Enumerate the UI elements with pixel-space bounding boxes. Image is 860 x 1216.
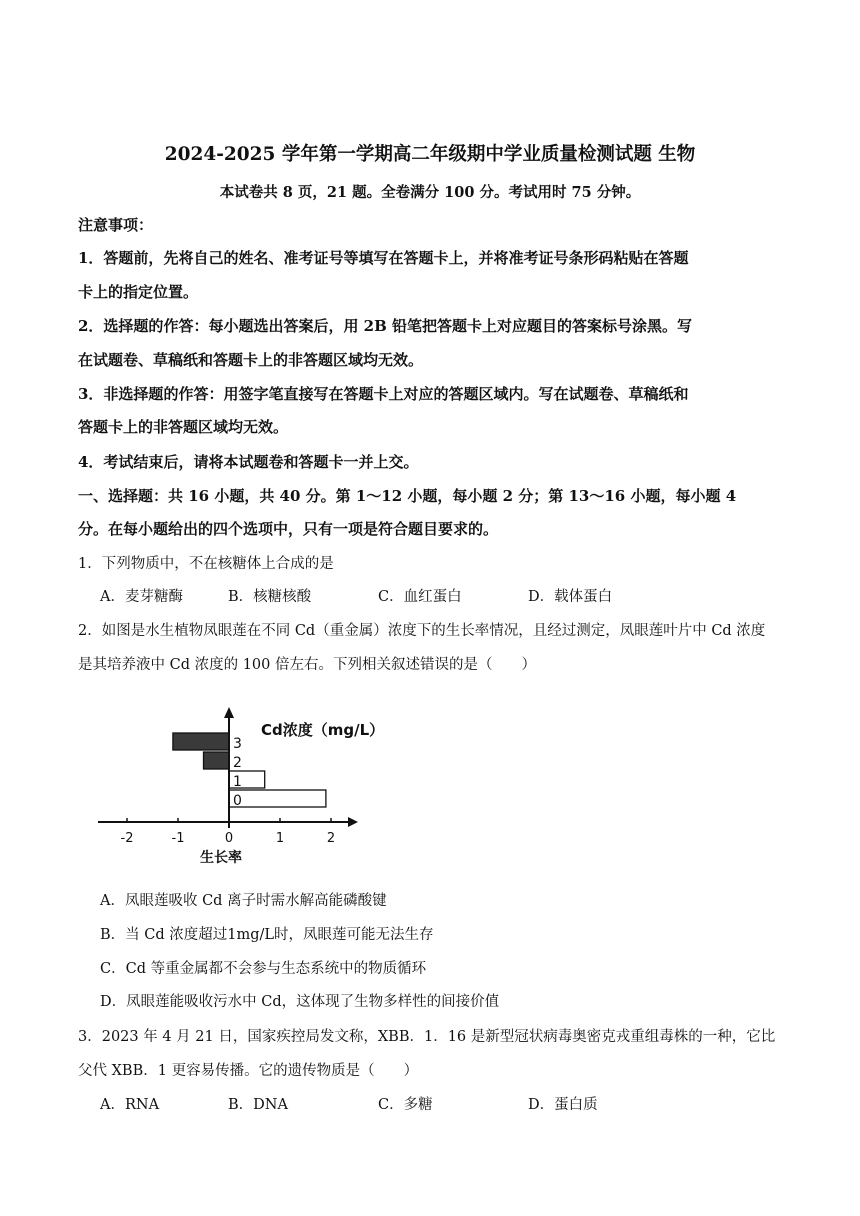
chart-tick-label: 1 bbox=[275, 831, 285, 846]
notice-line: 在试题卷、草稿纸和答题卡上的非答题区域均无效。 bbox=[78, 351, 424, 369]
chart-title: Cd浓度（mg/L） bbox=[261, 721, 385, 739]
q1-option-d: D．载体蛋白 bbox=[528, 589, 613, 605]
q1-stem: 1．下列物质中，不在核糖体上合成的是 bbox=[78, 556, 334, 572]
q2-stem: 2．如图是水生植物凤眼莲在不同 Cd（重金属）浓度下的生长率情况，且经过测定，凤眼莲叶片中 Cd 浓度 bbox=[78, 623, 766, 639]
chart-bar bbox=[229, 790, 326, 807]
q3-stem: 3．2023 年 4 月 21 日，国家疾控局发文称，XBB．1．16 是新型冠状病毒奥密克戎重组毒株的一种，它比 bbox=[78, 1029, 776, 1045]
chart-tick-label: -1 bbox=[171, 831, 185, 846]
section-heading: 一、选择题：共 16 小题，共 40 分。第 1～12 小题，每小题 2 分；第 13～16 小题，每小题 4 bbox=[78, 487, 737, 505]
chart-y-axis-arrow bbox=[224, 707, 234, 718]
q2-stem: 是其培养液中 Cd 浓度的 100 倍左右。下列相关叙述错误的是（ ） bbox=[78, 657, 536, 673]
exam-title: 2024-2025 学年第一学期高二年级期中学业质量检测试题 生物 bbox=[164, 144, 696, 165]
notice-line: 1．答题前，先将自己的姓名、准考证号等填写在答题卡上，并将准考证号条形码粘贴在答题 bbox=[78, 249, 689, 267]
q2-option-b: B．当 Cd 浓度超过1mg/L时，凤眼莲可能无法生存 bbox=[100, 927, 434, 943]
chart-category-label: 0 bbox=[233, 793, 242, 809]
notice-line: 答题卡上的非答题区域均无效。 bbox=[78, 418, 289, 436]
chart-tick-label: 2 bbox=[326, 831, 336, 846]
chart-category-label: 1 bbox=[233, 774, 242, 790]
chart-bar bbox=[173, 733, 229, 750]
chart-tick-label: -2 bbox=[120, 831, 134, 846]
q1-option-c: C．血红蛋白 bbox=[378, 589, 462, 605]
chart-x-label: 生长率 bbox=[200, 850, 242, 866]
notice-line: 3．非选择题的作答：用签字笔直接写在答题卡上对应的答题区域内。写在试题卷、草稿纸和 bbox=[78, 385, 689, 403]
chart-x-axis-arrow bbox=[348, 817, 358, 827]
section-heading: 分。在每小题给出的四个选项中，只有一项是符合题目要求的。 bbox=[78, 520, 499, 538]
notice-line: 2．选择题的作答：每小题选出答案后，用 2B 铅笔把答题卡上对应题目的答案标号涂黑。写 bbox=[78, 317, 693, 335]
chart-bar bbox=[204, 752, 230, 769]
chart-category-label: 3 bbox=[233, 736, 242, 752]
q3-option-a: A．RNA bbox=[100, 1097, 160, 1113]
notice-line: 4．考试结束后，请将本试题卷和答题卡一并上交。 bbox=[78, 453, 419, 471]
q1-option-a: A．麦芽糖酶 bbox=[100, 589, 183, 605]
notice-line: 卡上的指定位置。 bbox=[78, 283, 199, 301]
q3-stem: 父代 XBB．1 更容易传播。它的遗传物质是（ ） bbox=[78, 1063, 419, 1079]
q3-option-c: C．多糖 bbox=[378, 1097, 433, 1113]
q3-option-b: B．DNA bbox=[228, 1097, 288, 1113]
q2-option-a: A．凤眼莲吸收 Cd 离子时需水解高能磷酸键 bbox=[100, 893, 387, 909]
q2-option-c: C．Cd 等重金属都不会参与生态系统中的物质循环 bbox=[100, 961, 427, 977]
q2-option-d: D．凤眼莲能吸收污水中 Cd，这体现了生物多样性的间接价值 bbox=[100, 994, 500, 1010]
exam-subtitle: 本试卷共 8 页，21 题。全卷满分 100 分。考试用时 75 分钟。 bbox=[219, 184, 641, 201]
q3-option-d: D．蛋白质 bbox=[528, 1097, 598, 1113]
chart-category-label: 2 bbox=[233, 755, 242, 771]
cd-growth-chart bbox=[96, 705, 416, 870]
notice-heading: 注意事项： bbox=[78, 216, 154, 234]
q1-option-b: B．核糖核酸 bbox=[228, 589, 312, 605]
chart-tick-label: 0 bbox=[224, 831, 234, 846]
